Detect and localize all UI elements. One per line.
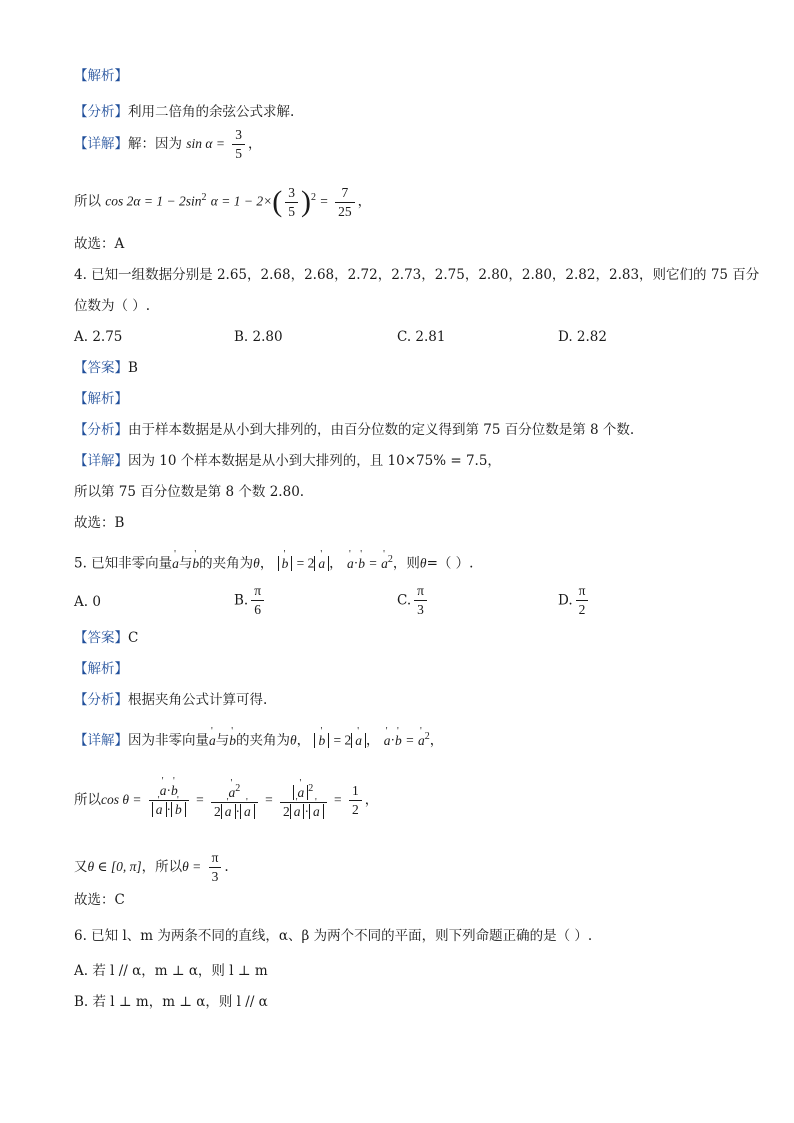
- q5-stem: 5. 已知非零向量' a与' b的夹角为θ， ' b = 2' a ， ' a·' b = ' $a^2$，则θ=（ ）.: [74, 550, 473, 574]
- fraction-a-squared-over: ' $\frac{a^2}{2' a \cdot' a}$: [211, 780, 258, 821]
- q5-options: [74, 582, 734, 622]
- q5-cos-equation: 所以cos θ = ' a·' b ' a ·' b = ' $\frac{a^2}{2' a \cdot' a}$ = ' $\frac{a ^2}{2' a \cdot' a}$ = $\frac{1}{2}$ ，: [74, 772, 378, 828]
- q4-detail: 【详解】因为 10 个样本数据是从小到大排列的，且 10×75% = 7.5，: [74, 453, 501, 469]
- q3-detail: 【详解】解：因为 sin α = $\frac{3}{5}$ ，: [74, 127, 262, 161]
- q3-jiexi-heading: [74, 66, 128, 86]
- q4-stem-line2: 位数为（ ）.: [74, 298, 151, 314]
- fraction-1-2: $\frac{1}{2}$: [349, 782, 362, 819]
- q4-stem-line1: 4. 已知一组数据分别是 2.65，2.68，2.68，2.72，2.73，2.75，2.80，2.80，2.82，2.83，则它们的 75 百分: [74, 267, 760, 283]
- q3-analysis: 【分析】利用二倍角的余弦公式求解.: [74, 104, 295, 120]
- tag-jiexi: 【解析】: [74, 68, 128, 84]
- q4-option-a: A. 2.75: [74, 329, 123, 345]
- q5-choose: 故选：C: [74, 892, 125, 908]
- q4-option-d: D. 2.82: [558, 329, 607, 345]
- q4-jiexi-heading: 【解析】: [74, 391, 128, 407]
- q5-option-a: A. 0: [74, 594, 101, 610]
- q4-option-c: C. 2.81: [397, 329, 446, 345]
- q5-jiexi-heading: 【解析】: [74, 661, 128, 677]
- q4-answer: 【答案】B: [74, 360, 138, 376]
- fraction-pi-3: $\frac{\pi}{3}$: [209, 849, 222, 886]
- q5-option-c: C. $\frac{\pi}{3}$: [397, 582, 430, 619]
- q4-options: [74, 327, 734, 347]
- q5-option-b: B. $\frac{\pi}{6}$: [234, 582, 267, 619]
- q4-option-b: B. 2.80: [234, 329, 283, 345]
- q4-analysis: 【分析】由于样本数据是从小到大排列的，由百分位数的定义得到第 75 百分位数是第 8 个数.: [74, 422, 635, 438]
- q5-detail: 【详解】因为非零向量' a与' b的夹角为θ， ' b = 2' a ， ' a·' b = ' $a^2$，: [74, 727, 443, 751]
- q5-answer: 【答案】C: [74, 630, 139, 646]
- q6-option-b: B. 若 l ⊥ m，m ⊥ α，则 l // α: [74, 994, 268, 1010]
- q6-option-a: A. 若 l // α，m ⊥ α，则 l ⊥ m: [74, 963, 268, 979]
- q5-range: 又θ ∈ [0, π]，所以θ = $\frac{\pi}{3}$ .: [74, 850, 229, 884]
- q3-cos-equation: 所以 $\cos 2\alpha = 1 - 2\sin^2$ α = 1 − 2×( $\frac{3}{5}$ )$^2$ = $\frac{7}{25}$ ，: [74, 184, 372, 219]
- q5-option-d: D. $\frac{\pi}{2}$: [558, 582, 591, 619]
- fraction-7-25: $\frac{7}{25}$: [335, 184, 355, 221]
- fraction-3-5-paren: $\frac{3}{5}$: [285, 184, 298, 221]
- q3-choose: 故选：A: [74, 236, 125, 252]
- q4-choose: 故选：B: [74, 515, 125, 531]
- fraction-norm-squared-over: ' $\frac{a ^2}{2' a \cdot' a}$: [280, 780, 327, 821]
- fraction-3-5: $\frac{3}{5}$: [232, 126, 245, 163]
- fraction-dot-over-norms: ' a·' b ' a ·' b: [149, 782, 189, 819]
- q6-stem: 6. 已知 l、m 为两条不同的直线，α、β 为两个不同的平面，则下列命题正确的是（ ）.: [74, 928, 593, 944]
- q5-analysis: 【分析】根据夹角公式计算可得.: [74, 692, 268, 708]
- q4-conclusion: 所以第 75 百分位数是第 8 个数 2.80.: [74, 484, 305, 500]
